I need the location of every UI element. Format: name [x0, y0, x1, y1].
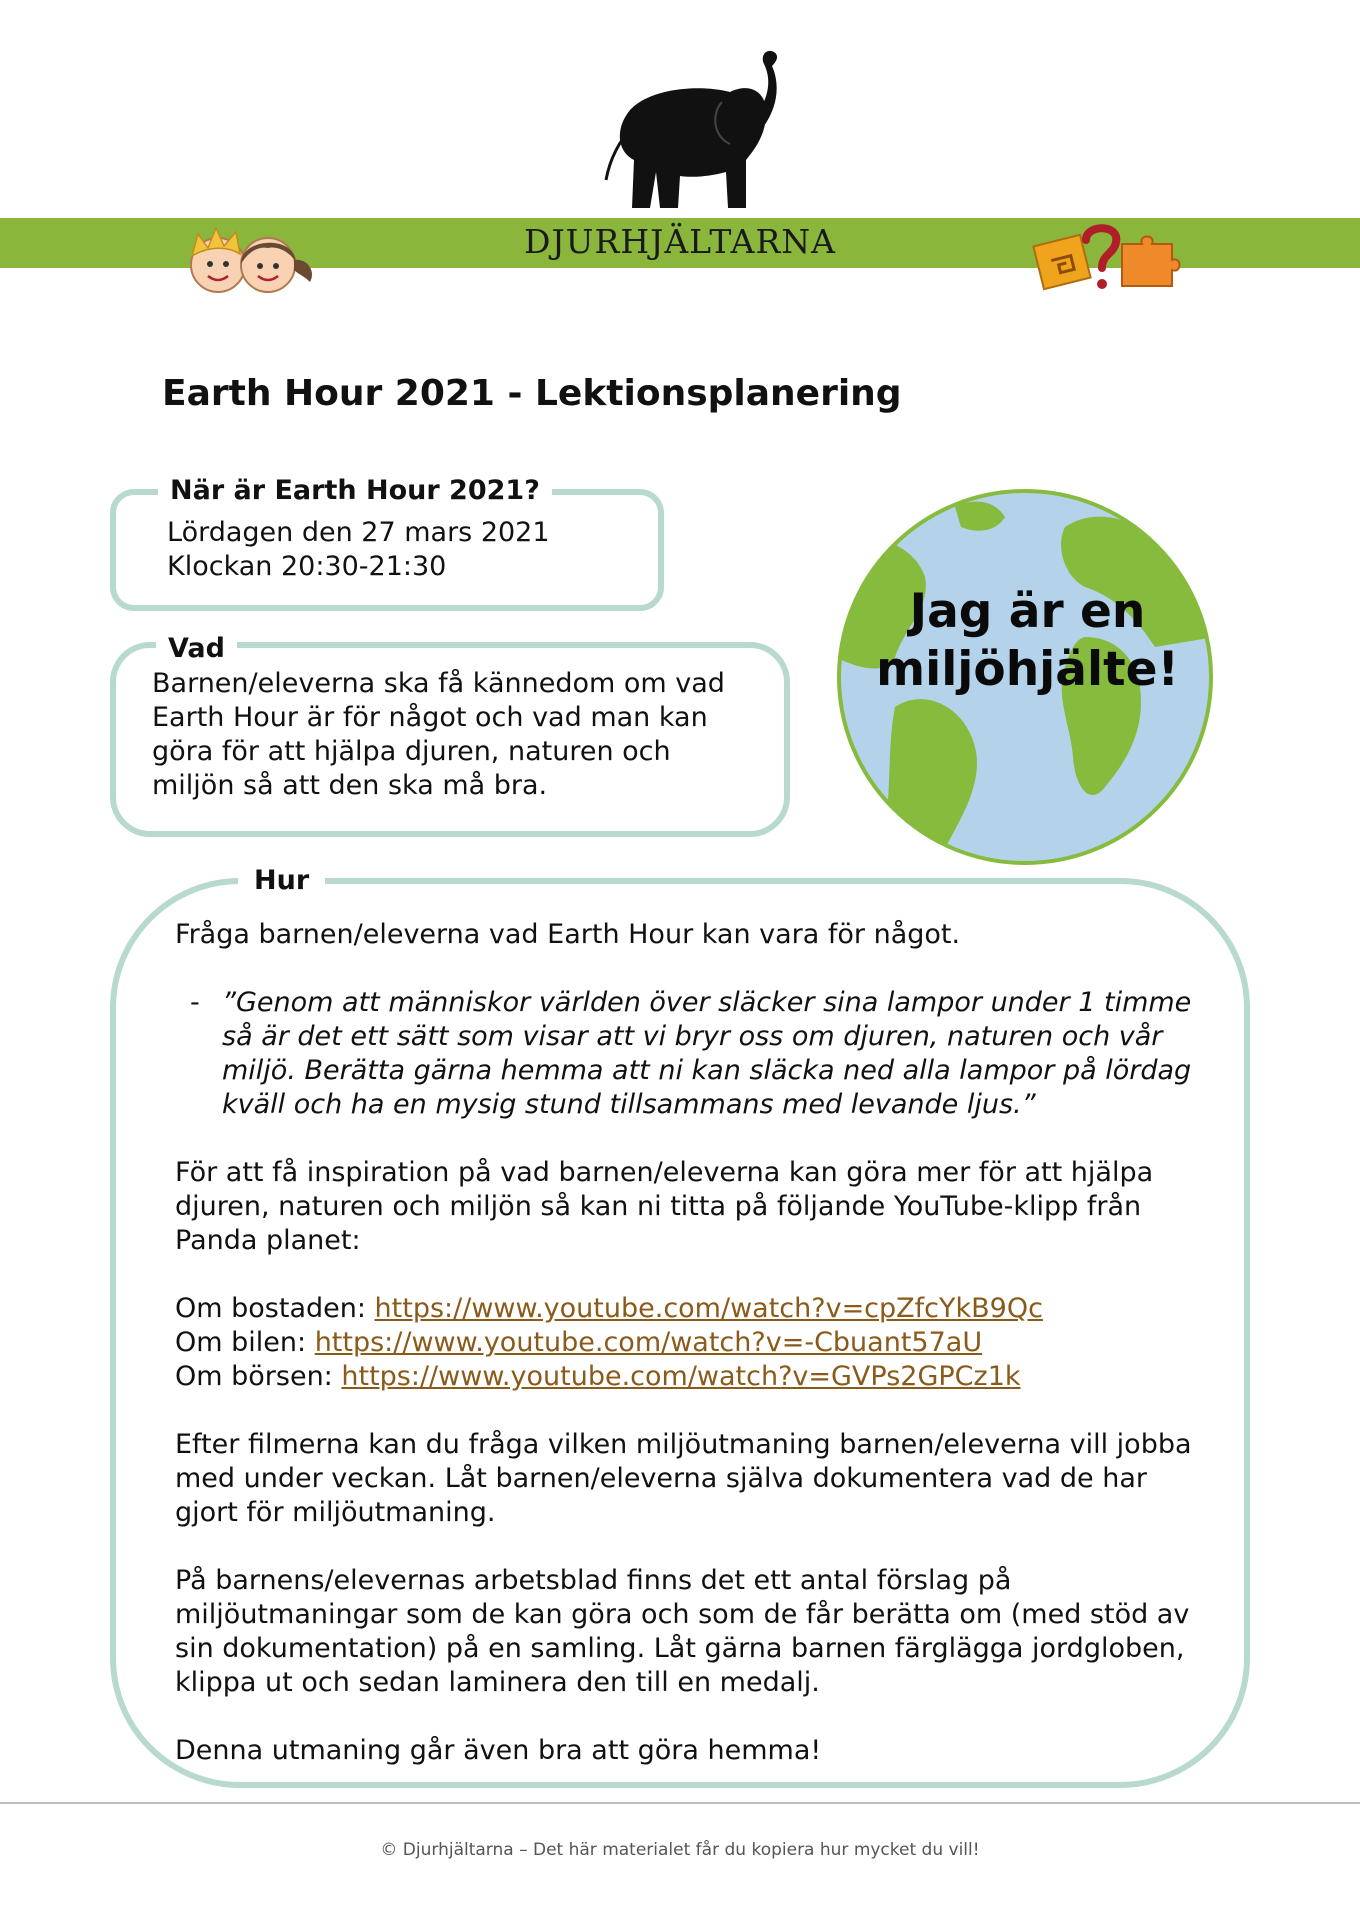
- paragraph-line: För att få inspiration på vad barnen/eleverna kan göra mer för att hjälpa: [175, 1157, 1154, 1188]
- paragraph-line: gjort för miljöutmaning.: [175, 1497, 496, 1528]
- vad-box-label: Vad: [156, 632, 237, 666]
- puzzle-question-icon: [1030, 218, 1190, 298]
- hur-worksheet: [175, 1564, 1235, 1700]
- globe-slogan: [845, 583, 1210, 699]
- footer-copyright: © Djurhjältarna – Det här materialet får du kopiera hur mycket du vill!: [380, 1840, 980, 1860]
- video-link-label: Om bilen:: [175, 1327, 315, 1358]
- kids-faces-icon: [178, 220, 328, 300]
- quote-line: miljö. Berätta gärna hemma att ni kan släcka ned alla lampor på lördag: [222, 1055, 1192, 1086]
- hur-inspiration: [175, 1156, 1235, 1258]
- hur-quote: [222, 986, 1222, 1122]
- quote-line: ”Genom att människor världen över släcker sina lampor under 1 timme: [222, 987, 1192, 1018]
- hur-intro: Fråga barnen/eleverna vad Earth Hour kan vara för något.: [175, 919, 961, 950]
- vad-line: miljön så att den ska må bra.: [152, 770, 548, 801]
- globe-slogan-line: miljöhjälte!: [876, 642, 1179, 697]
- vad-line: Earth Hour är för något och vad man kan: [152, 702, 708, 733]
- paragraph-line: sin dokumentation) på en samling. Låt gärna barnen färglägga jordgloben,: [175, 1633, 1185, 1664]
- hur-quote-item: [175, 986, 1235, 1122]
- vad-line: göra för att hjälpa djuren, naturen och: [152, 736, 671, 767]
- video-link-bilen[interactable]: https://www.youtube.com/watch?v=-Cbuant57aU: [314, 1327, 983, 1358]
- brand-name: DJURHJÄLTARNA: [524, 222, 836, 261]
- video-link-borsen[interactable]: https://www.youtube.com/watch?v=GVPs2GPCz1k: [341, 1361, 1021, 1392]
- video-link-row: [175, 1292, 1235, 1326]
- video-link-row: [175, 1326, 1235, 1360]
- hur-box-content: [175, 918, 1235, 1768]
- hur-closing: Denna utmaning går även bra att göra hemma!: [175, 1735, 822, 1766]
- when-box-text: [167, 516, 550, 584]
- paragraph-line: djuren, naturen och miljön så kan ni titta på följande YouTube-klipp från: [175, 1191, 1142, 1222]
- page-title: Earth Hour 2021 - Lektionsplanering: [162, 373, 902, 414]
- paragraph-line: klippa ut och sedan laminera den till en medalj.: [175, 1667, 820, 1698]
- video-link-label: Om bostaden:: [175, 1293, 375, 1324]
- quote-line: kväll och ha en mysig stund tillsammans med levande ljus.”: [222, 1089, 1036, 1120]
- elephant-logo-icon: [590, 40, 790, 220]
- paragraph-line: Efter filmerna kan du fråga vilken miljöutmaning barnen/eleverna vill jobba: [175, 1429, 1192, 1460]
- when-date: Lördagen den 27 mars 2021: [167, 517, 550, 548]
- when-time: Klockan 20:30-21:30: [167, 551, 447, 582]
- video-link-label: Om börsen:: [175, 1361, 342, 1392]
- vad-line: Barnen/eleverna ska få kännedom om vad: [152, 668, 725, 699]
- paragraph-line: Panda planet:: [175, 1225, 361, 1256]
- paragraph-line: miljöutmaningar som de kan göra och som de får berätta om (med stöd av: [175, 1599, 1190, 1630]
- when-box-label: När är Earth Hour 2021?: [158, 474, 552, 508]
- quote-line: så är det ett sätt som visar att vi bryr oss om djuren, naturen och vår: [222, 1021, 1163, 1052]
- footer-divider: [0, 1802, 1360, 1804]
- video-link-row: [175, 1360, 1235, 1394]
- video-link-bostaden[interactable]: https://www.youtube.com/watch?v=cpZfcYkB9Qc: [374, 1293, 1043, 1324]
- hur-box-label: Hur: [238, 864, 325, 898]
- list-dash: -: [190, 987, 200, 1018]
- globe-slogan-line: Jag är en: [909, 584, 1146, 639]
- video-links: [175, 1292, 1235, 1394]
- hur-after-films: [175, 1428, 1235, 1530]
- paragraph-line: På barnens/elevernas arbetsblad finns det ett antal förslag på: [175, 1565, 1012, 1596]
- vad-box-text: [152, 667, 772, 803]
- paragraph-line: med under veckan. Låt barnen/eleverna själva dokumentera vad de har: [175, 1463, 1147, 1494]
